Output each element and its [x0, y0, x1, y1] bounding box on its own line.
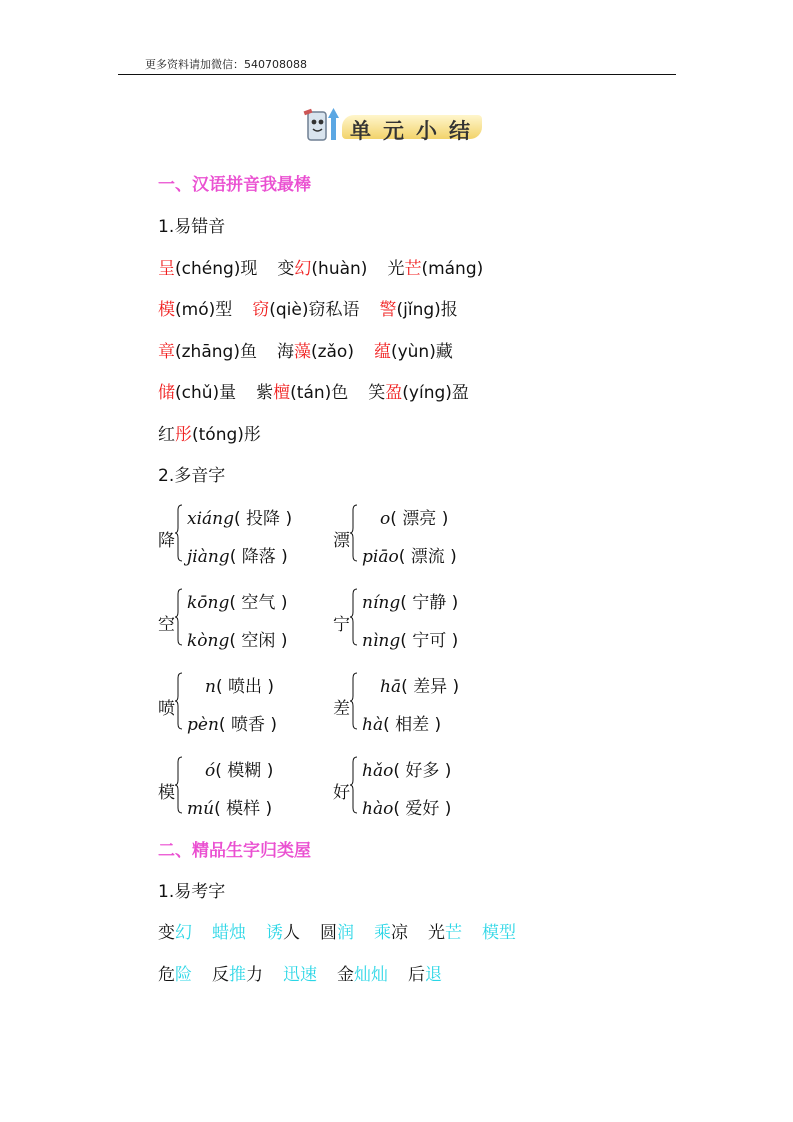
plain-char: 力	[246, 965, 263, 985]
example-word: ( 爱好 )	[393, 799, 452, 819]
polyphone-char: 降	[158, 531, 175, 551]
error-word	[252, 300, 359, 320]
error-line	[158, 378, 489, 403]
polyphone-char: 喷	[158, 699, 175, 719]
pinyin-reading: hà	[362, 715, 384, 735]
plain-char: 反	[212, 965, 229, 985]
pencil-mascot-icon	[300, 106, 344, 146]
highlight-char: 险	[175, 965, 192, 985]
error-line	[158, 295, 478, 320]
example-word: ( 模样 )	[214, 799, 273, 819]
word-suffix: 鱼	[239, 342, 257, 362]
vocab-word	[374, 923, 408, 943]
word-suffix: 报	[440, 300, 458, 320]
brace-icon	[175, 672, 183, 730]
pinyin-reading: xiáng	[187, 509, 234, 529]
brace-icon	[175, 504, 183, 562]
polyphone-heading: 2.多音字	[158, 466, 226, 486]
reading-row	[187, 710, 277, 735]
reading-row	[187, 794, 272, 819]
vocab-word	[320, 923, 354, 943]
highlight-char: 芒	[404, 259, 422, 279]
error-line	[158, 337, 473, 362]
highlight-char: 推	[229, 965, 246, 985]
pinyin-reading: mú	[187, 799, 215, 819]
polyphone-char: 宁	[333, 615, 350, 635]
vocab-word	[212, 965, 263, 985]
word-suffix: 色	[331, 383, 349, 403]
pinyin-reading: kōng	[187, 593, 230, 613]
reading-row	[362, 504, 448, 529]
polyphone-entry	[333, 756, 503, 826]
brace-icon	[350, 756, 358, 814]
highlight-char: 呈	[158, 259, 175, 279]
reading-row	[362, 588, 458, 613]
unit-summary-banner	[300, 106, 490, 146]
word-line	[158, 960, 462, 985]
reading-row	[362, 756, 451, 781]
section-characters-heading: 二、精品生字归类屋	[158, 841, 311, 861]
error-word	[158, 300, 232, 320]
polyphone-entry	[158, 672, 328, 742]
vocab-word	[212, 923, 246, 943]
highlight-char: 模	[158, 300, 175, 320]
example-word: ( 相差 )	[383, 715, 442, 735]
highlight-char: 窃	[252, 300, 270, 320]
highlight-char: 章	[158, 342, 175, 362]
plain-char: 人	[283, 923, 300, 943]
pinyin-reading: nìng	[362, 631, 401, 651]
vocab-word	[283, 965, 317, 985]
highlight-char: 幻	[294, 259, 312, 279]
brace-icon	[350, 672, 358, 730]
example-word: ( 降落 )	[229, 547, 288, 567]
pinyin-reading: pèn	[187, 715, 219, 735]
example-word: ( 漂亮 )	[390, 509, 449, 529]
polyphone-char: 差	[333, 699, 350, 719]
pinyin-note: (mó)	[175, 300, 216, 320]
example-word: ( 宁静 )	[400, 593, 459, 613]
polyphone-char: 模	[158, 783, 175, 803]
word-suffix: 藏	[435, 342, 453, 362]
highlight-char: 警	[379, 300, 397, 320]
pinyin-note: (jǐng)	[396, 300, 441, 320]
error-word	[158, 425, 261, 445]
reading-row	[187, 626, 287, 651]
word-suffix: 现	[240, 259, 258, 279]
word-suffix: 量	[219, 383, 237, 403]
pinyin-reading: níng	[362, 593, 401, 613]
vocab-word	[337, 965, 388, 985]
vocab-word	[158, 965, 192, 985]
vocab-word	[408, 965, 442, 985]
reading-row	[187, 588, 287, 613]
plain-char: 变	[158, 923, 175, 943]
pinyin-reading: hào	[362, 799, 394, 819]
pinyin-reading: o	[380, 509, 391, 529]
word-prefix: 变	[277, 259, 295, 279]
vocab-word	[482, 923, 516, 943]
highlight-char: 模型	[482, 923, 516, 943]
pinyin-note: (chǔ)	[175, 383, 220, 403]
word-prefix: 笑	[368, 383, 386, 403]
polyphone-entry	[333, 504, 503, 574]
polyphone-char: 好	[333, 783, 350, 803]
pinyin-reading: piāo	[362, 547, 399, 567]
polyphone-entry	[333, 672, 503, 742]
example-word: ( 漂流 )	[398, 547, 457, 567]
section-pinyin-heading: 一、汉语拼音我最棒	[158, 175, 311, 195]
pinyin-note: (zǎo)	[310, 342, 354, 362]
plain-char: 金	[337, 965, 354, 985]
reading-row	[362, 710, 441, 735]
pinyin-note: (tán)	[290, 383, 332, 403]
reading-row	[362, 672, 459, 697]
pinyin-note: (zhāng)	[175, 342, 240, 362]
word-suffix: 盈	[451, 383, 469, 403]
word-prefix: 红	[158, 425, 175, 445]
reading-row	[187, 542, 288, 567]
pinyin-note: (chéng)	[175, 259, 241, 279]
page-title: 单元小结	[350, 118, 482, 143]
error-word	[374, 342, 453, 362]
pinyin-reading: n	[205, 677, 216, 697]
pinyin-reading: ó	[205, 761, 216, 781]
example-word: ( 差异 )	[401, 677, 460, 697]
plain-char: 圆	[320, 923, 337, 943]
word-line	[158, 918, 536, 943]
brace-icon	[350, 588, 358, 646]
plain-char: 光	[428, 923, 445, 943]
highlight-char: 灿灿	[354, 965, 388, 985]
polyphone-char: 空	[158, 615, 175, 635]
brace-icon	[175, 756, 183, 814]
pinyin-note: (yíng)	[402, 383, 452, 403]
error-word	[387, 259, 483, 279]
highlight-char: 迅速	[283, 965, 317, 985]
brace-icon	[175, 588, 183, 646]
highlight-char: 盈	[385, 383, 403, 403]
highlight-char: 彤	[175, 425, 192, 445]
pinyin-note: (tóng)	[192, 425, 244, 445]
word-prefix: 紫	[256, 383, 274, 403]
reading-row	[187, 672, 274, 697]
header-text: 更多资料请加微信：540708088	[145, 58, 307, 71]
polyphone-char: 漂	[333, 531, 350, 551]
error-word	[379, 300, 457, 320]
pinyin-reading: hā	[380, 677, 402, 697]
pinyin-reading: jiàng	[187, 547, 230, 567]
highlight-char: 幻	[175, 923, 192, 943]
reading-row	[362, 626, 458, 651]
error-word	[158, 383, 236, 403]
plain-char: 危	[158, 965, 175, 985]
brace-icon	[350, 504, 358, 562]
example-word: ( 模糊 )	[215, 761, 274, 781]
highlight-char: 芒	[445, 923, 462, 943]
word-suffix: 型	[215, 300, 233, 320]
example-word: ( 投降 )	[234, 509, 293, 529]
vocab-word	[158, 923, 192, 943]
reading-row	[187, 756, 273, 781]
word-prefix: 海	[276, 342, 294, 362]
highlight-char: 蜡烛	[212, 923, 246, 943]
pinyin-note: (qiè)	[269, 300, 309, 320]
pinyin-note: (huàn)	[311, 259, 368, 279]
error-word	[256, 383, 348, 403]
error-word	[277, 342, 354, 362]
plain-char: 后	[408, 965, 425, 985]
example-word: ( 好多 )	[393, 761, 452, 781]
polyphone-entry	[158, 588, 328, 658]
reading-row	[362, 542, 457, 567]
pinyin-reading: hǎo	[362, 761, 394, 781]
reading-row	[362, 794, 451, 819]
easy-test-heading: 1.易考字	[158, 882, 226, 902]
error-word	[158, 342, 257, 362]
error-line	[158, 420, 281, 445]
polyphone-entry	[158, 504, 328, 574]
pinyin-note: (máng)	[421, 259, 484, 279]
example-word: ( 空闲 )	[229, 631, 288, 651]
highlight-char: 檀	[273, 383, 291, 403]
error-word	[277, 259, 367, 279]
reading-row	[187, 504, 292, 529]
error-word	[368, 383, 469, 403]
pinyin-note: (yùn)	[390, 342, 436, 362]
highlight-char: 乘	[374, 923, 391, 943]
highlight-char: 退	[425, 965, 442, 985]
example-word: ( 空气 )	[229, 593, 288, 613]
error-word	[158, 259, 257, 279]
polyphone-entry	[333, 588, 503, 658]
highlight-char: 诱	[266, 923, 283, 943]
polyphone-entry	[158, 756, 328, 826]
highlight-char: 蕴	[373, 342, 391, 362]
word-suffix: 窃私语	[308, 300, 360, 320]
example-word: ( 宁可 )	[400, 631, 459, 651]
word-suffix: 彤	[243, 425, 261, 445]
error-line	[158, 254, 503, 279]
header-rule	[118, 74, 676, 75]
plain-char: 凉	[391, 923, 408, 943]
highlight-char: 润	[337, 923, 354, 943]
example-word: ( 喷出 )	[215, 677, 275, 697]
pinyin-reading: kòng	[187, 631, 230, 651]
highlight-char: 储	[158, 383, 175, 403]
highlight-char: 藻	[293, 342, 311, 362]
vocab-word	[266, 923, 300, 943]
example-word: ( 喷香 )	[218, 715, 277, 735]
word-prefix: 光	[387, 259, 405, 279]
easy-error-heading: 1.易错音	[158, 217, 226, 237]
vocab-word	[428, 923, 462, 943]
